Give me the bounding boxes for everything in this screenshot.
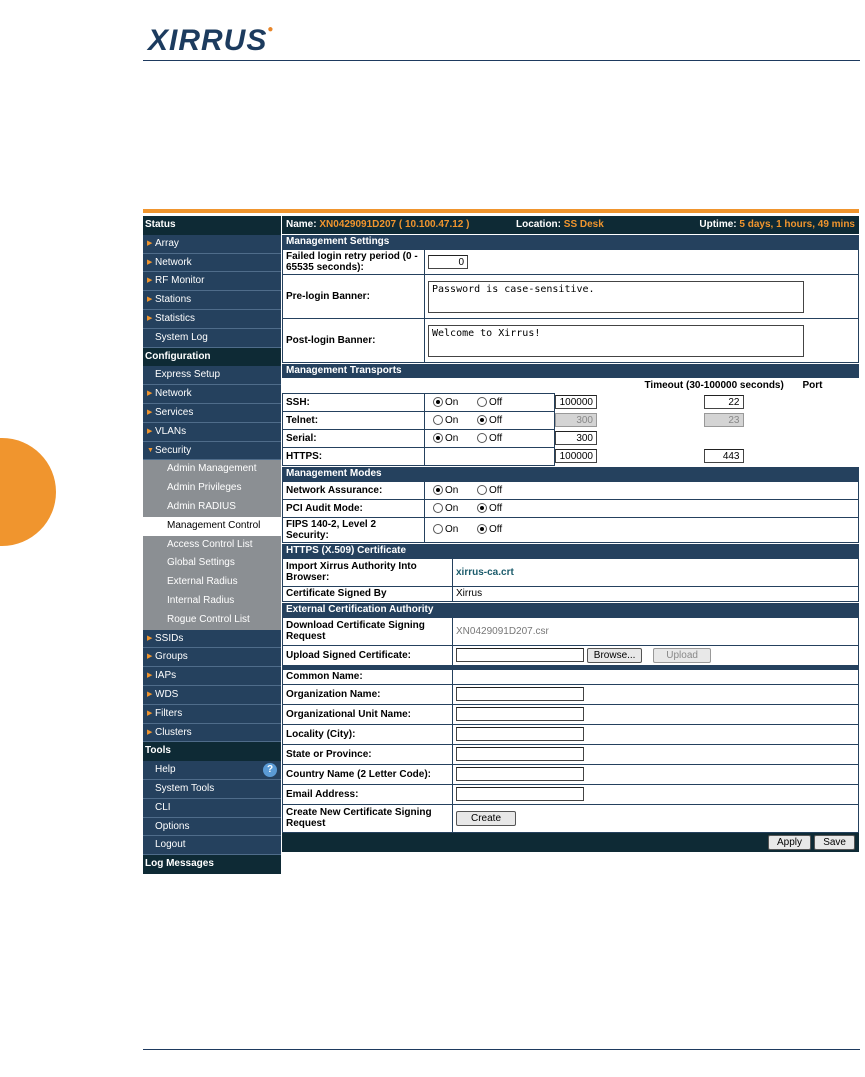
retry-period-input[interactable]: 0 [428,255,468,269]
ssh-label: SSH: [283,393,425,411]
arrow-right-icon: ▶ [147,314,153,322]
state-label: State or Province: [283,744,453,764]
arrow-right-icon: ▶ [147,258,153,266]
fips-label: FIPS 140-2, Level 2 Security: [283,517,425,542]
org-unit-label: Organizational Unit Name: [283,704,453,724]
telnet-off-radio[interactable]: Off [477,415,521,426]
array-name: XN0429091D207 ( 10.100.47.12 ) [319,219,470,230]
sidebar-head-configuration[interactable]: Configuration [143,348,281,367]
sidebar-item-options[interactable]: Options [143,818,281,837]
post-login-label: Post-login Banner: [283,319,425,363]
sidebar-subitem-admin-management[interactable]: Admin Management [143,460,281,479]
ssh-off-radio[interactable]: Off [477,397,521,408]
signed-by-value: Xirrus [453,586,859,601]
arrow-right-icon: ▶ [147,690,153,698]
pci-on-radio[interactable]: On [433,503,477,514]
ssh-timeout-input[interactable]: 100000 [555,395,597,409]
upload-file-input[interactable] [456,648,584,662]
csr-download-link[interactable]: XN0429091D207.csr [456,625,549,637]
sidebar-item-config-network[interactable]: ▶ Network [143,385,281,404]
common-name-label: Common Name: [283,669,453,684]
create-button[interactable]: Create [456,811,516,826]
pre-login-label: Pre-login Banner: [283,275,425,319]
section-management-settings: Management Settings [282,234,859,249]
telnet-timeout-input[interactable]: 300 [555,413,597,427]
management-settings-table [282,249,859,363]
sidebar-subitem-admin-radius[interactable]: Admin RADIUS [143,498,281,517]
save-button[interactable]: Save [814,835,855,850]
network-assurance-off-radio[interactable]: Off [477,485,521,496]
browse-button[interactable]: Browse... [587,648,643,663]
network-assurance-label: Network Assurance: [283,481,425,499]
sidebar-head-log-messages[interactable]: Log Messages [143,855,281,874]
arrow-right-icon: ▶ [147,277,153,285]
org-unit-input[interactable] [456,707,584,721]
sidebar-item-clusters[interactable]: ▶ Clusters [143,724,281,743]
sidebar-item-cli[interactable]: CLI [143,799,281,818]
serial-on-radio[interactable]: On [433,433,477,444]
arrow-right-icon: ▶ [147,296,153,304]
signed-by-label: Certificate Signed By [283,586,453,601]
header-rule [143,60,860,61]
post-login-banner-textarea[interactable]: Welcome to Xirrus! [428,325,804,357]
serial-timeout-input[interactable]: 300 [555,431,597,445]
ca-cert-link[interactable]: xirrus-ca.crt [456,566,514,578]
pci-off-radio[interactable]: Off [477,503,521,514]
external-ca-table [282,617,859,833]
certificate-table [282,558,859,602]
sidebar-item-filters[interactable]: ▶ Filters [143,705,281,724]
section-management-modes: Management Modes [282,466,859,481]
footer-rule [143,1049,860,1050]
create-csr-label: Create New Certificate Signing Request [283,804,453,832]
telnet-label: Telnet: [283,411,425,429]
sidebar-subitem-rogue-control-list[interactable]: Rogue Control List [143,611,281,630]
status-header: Name: XN0429091D207 ( 10.100.47.12 ) Location: SS Desk Uptime: 5 days, 1 hours, 49 mins [282,216,859,234]
serial-off-radio[interactable]: Off [477,433,521,444]
arrow-right-icon: ▶ [147,427,153,435]
sidebar-item-array[interactable]: ▶ Array [143,235,281,254]
sidebar-item-wds[interactable]: ▶ WDS [143,686,281,705]
apply-button[interactable]: Apply [768,835,811,850]
fips-off-radio[interactable]: Off [477,524,521,535]
arrow-down-icon: ▼ [147,446,154,454]
arrow-right-icon: ▶ [147,709,153,717]
sidebar-item-stations[interactable]: ▶ Stations [143,291,281,310]
serial-label: Serial: [283,429,425,447]
ssh-on-radio[interactable]: On [433,397,477,408]
arrow-right-icon: ▶ [147,728,153,736]
pci-label: PCI Audit Mode: [283,499,425,517]
timeout-header: Timeout (30-100000 seconds) [644,379,784,391]
sidebar-item-security[interactable]: ▼ Security [143,442,281,461]
sidebar-head-status[interactable]: Status [143,216,281,235]
arrow-right-icon: ▶ [147,390,153,398]
sidebar-head-tools[interactable]: Tools [143,742,281,761]
sidebar-item-groups[interactable]: ▶ Groups [143,648,281,667]
sidebar-nav [143,216,281,870]
sidebar-subitem-management-control[interactable]: Management Control [143,517,281,536]
pre-login-banner-textarea[interactable]: Password is case-sensitive. [428,281,804,313]
xirrus-logo: XIRRUS● [148,24,275,57]
sidebar-subitem-internal-radius[interactable]: Internal Radius [143,592,281,611]
import-authority-label: Import Xirrus Authority Into Browser: [283,558,453,586]
retry-label: Failed login retry period (0 - 65535 seconds): [283,250,425,275]
email-label: Email Address: [283,784,453,804]
arrow-right-icon: ▶ [147,408,153,416]
fips-on-radio[interactable]: On [433,524,477,535]
arrow-right-icon: ▶ [147,634,153,642]
locality-label: Locality (City): [283,724,453,744]
sidebar-subitem-admin-privileges[interactable]: Admin Privileges [143,479,281,498]
locality-input[interactable] [456,727,584,741]
https-timeout-input[interactable]: 100000 [555,449,597,463]
section-management-transports: Management Transports [282,363,859,378]
sidebar-item-logout[interactable]: Logout [143,836,281,855]
download-csr-label: Download Certificate Signing Request [283,617,453,645]
sidebar-subitem-external-radius[interactable]: External Radius [143,573,281,592]
accent-bar [143,209,859,213]
sidebar-subitem-access-control-list[interactable]: Access Control List [143,536,281,555]
sidebar-subitem-global-settings[interactable]: Global Settings [143,554,281,573]
org-name-label: Organization Name: [283,684,453,704]
sidebar-item-iaps[interactable]: ▶ IAPs [143,667,281,686]
upload-cert-label: Upload Signed Certificate: [283,645,453,665]
transports-table [282,378,859,466]
state-input[interactable] [456,747,584,761]
sidebar-item-statistics[interactable]: ▶ Statistics [143,310,281,329]
telnet-port-input[interactable]: 23 [704,413,744,427]
sidebar-item-services[interactable]: ▶ Services [143,404,281,423]
arrow-right-icon: ▶ [147,672,153,680]
uptime: Uptime: 5 days, 1 hours, 49 mins [699,219,855,230]
sidebar-item-network[interactable]: ▶ Network [143,254,281,273]
ssh-port-input[interactable]: 22 [704,395,744,409]
sidebar-item-system-log[interactable]: System Log [143,329,281,348]
country-input[interactable] [456,767,584,781]
chapter-tab-marker [0,438,56,546]
sidebar-item-express-setup[interactable]: Express Setup [143,366,281,385]
upload-button[interactable]: Upload [653,648,711,663]
https-port-input[interactable]: 443 [704,449,744,463]
location: Location: SS Desk [516,219,604,230]
network-assurance-on-radio[interactable]: On [433,485,477,496]
action-footer [282,833,859,852]
section-external-ca: External Certification Authority [282,602,859,617]
sidebar-item-rf-monitor[interactable]: ▶ RF Monitor [143,272,281,291]
telnet-on-radio[interactable]: On [433,415,477,426]
sidebar-item-system-tools[interactable]: System Tools [143,780,281,799]
org-name-input[interactable] [456,687,584,701]
sidebar-item-vlans[interactable]: ▶ VLANs [143,423,281,442]
main-content [282,216,859,864]
help-icon[interactable]: ? [263,763,277,777]
sidebar-item-help[interactable]: Help ? [143,761,281,780]
email-input[interactable] [456,787,584,801]
section-https-certificate: HTTPS (X.509) Certificate [282,543,859,558]
port-header: Port [802,379,823,391]
https-label: HTTPS: [283,447,425,465]
sidebar-item-ssids[interactable]: ▶ SSIDs [143,630,281,649]
arrow-right-icon: ▶ [147,653,153,661]
country-label: Country Name (2 Letter Code): [283,764,453,784]
arrow-right-icon: ▶ [147,239,153,247]
modes-table [282,481,859,543]
